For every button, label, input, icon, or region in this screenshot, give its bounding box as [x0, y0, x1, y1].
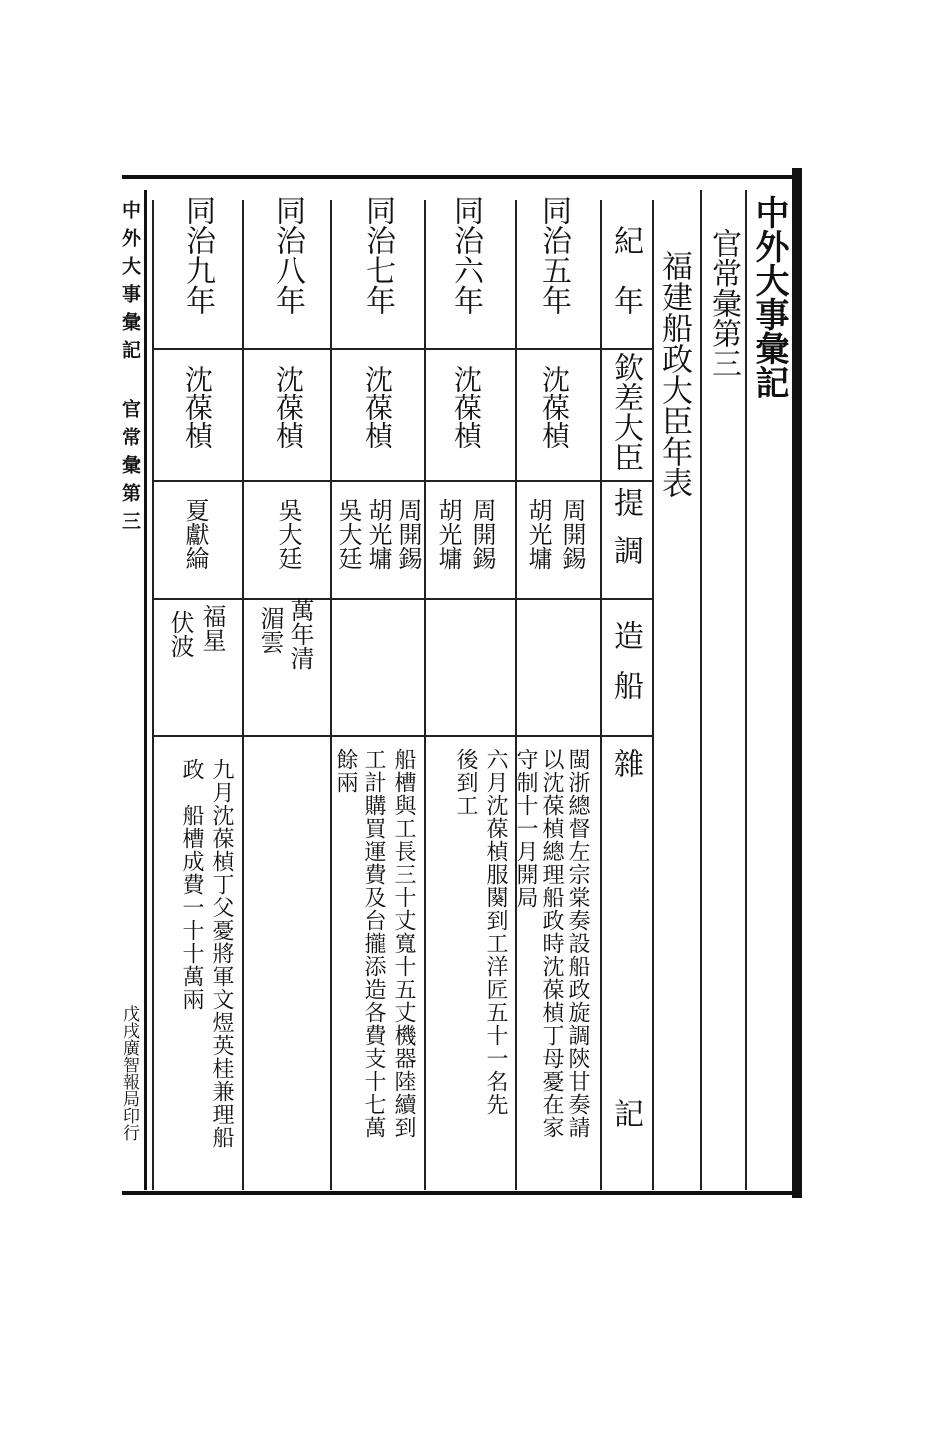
row-year: 同治七年: [360, 195, 395, 315]
row-note-3: 守制十一月開局: [513, 748, 538, 909]
row-ship-2: 伏波: [166, 610, 194, 658]
row-deputy-1: 周開錫: [394, 498, 422, 570]
header-shipbuilding: 造船: [608, 620, 643, 720]
row-minister: 沈葆楨: [181, 365, 214, 449]
table-title-divider: [652, 200, 654, 1190]
row-deputy-3: 吳大廷: [334, 498, 362, 570]
row-minister: 沈葆楨: [450, 365, 483, 449]
band-line-deputy: [152, 598, 652, 600]
margin-note: 中外大事彙記 官常彙第三: [119, 200, 141, 539]
row-year: 同治五年: [536, 195, 571, 315]
row-deputy-2: 胡光墉: [524, 498, 552, 570]
row-deputy-1: 周開錫: [468, 498, 496, 570]
row-deputy-1: 夏獻綸: [181, 498, 209, 570]
band-line-ship: [152, 735, 652, 737]
row-minister: 沈葆楨: [272, 365, 305, 449]
row-deputy-2: 胡光墉: [364, 498, 392, 570]
row-note-2: 政 船槽成費一十十萬兩: [179, 758, 204, 1011]
row-ship-1: 福星: [198, 604, 226, 652]
row-note-1: 六月沈葆楨服闋到工洋匠五十一名先: [483, 748, 508, 1116]
header-deputy: 提調: [608, 487, 643, 583]
publisher-imprint: 戊戌廣智報局印行: [119, 1005, 139, 1141]
header-year: [608, 225, 643, 345]
row-note-1: 閩浙總督左宗棠奏設船政旋調陝甘奏請: [565, 748, 590, 1139]
title-column-divider: [745, 190, 747, 1190]
row-year: 同治九年: [180, 195, 215, 315]
band-line-year: [152, 348, 652, 350]
band-line-minister: [152, 480, 652, 482]
table-title: 福建船政大臣年表: [656, 250, 692, 498]
row-minister: 沈葆楨: [538, 365, 571, 449]
row-ship-2: 湄雲: [256, 606, 284, 654]
row-minister: 沈葆楨: [361, 365, 394, 449]
row-deputy-1: 吳大廷: [274, 498, 302, 570]
row-note-1: 九月沈葆楨丁父憂將軍文煜英桂兼理船: [209, 758, 234, 1149]
section-column-divider: [700, 190, 702, 1190]
row-note-2: 以沈葆楨總理船政時沈葆楨丁母憂在家: [539, 748, 564, 1139]
section-title: 官常彙第三: [706, 228, 741, 378]
header-misc: 雜記: [608, 748, 643, 1448]
row-note-2: 後到工: [453, 748, 478, 817]
row-year: 同治八年: [270, 195, 305, 315]
row-year: 同治六年: [448, 195, 483, 315]
frame-left-border: [144, 190, 147, 1190]
frame-right-border: [792, 168, 802, 1198]
row-ship-1: 萬年清: [286, 598, 314, 670]
row-deputy-2: 胡光墉: [434, 498, 462, 570]
row-note-2: 工計購買運費及台攏添造各費支十七萬: [361, 748, 386, 1139]
header-year-text: 紀年: [608, 225, 643, 345]
header-minister: 欽差大臣: [608, 352, 643, 472]
row-note-1: 船槽與工長三十丈寬十五丈機器陸續到: [391, 748, 416, 1139]
row-deputy-1: 周開錫: [558, 498, 586, 570]
book-title: 中外大事彙記: [749, 195, 789, 399]
row-note-3: 餘兩: [333, 748, 358, 794]
